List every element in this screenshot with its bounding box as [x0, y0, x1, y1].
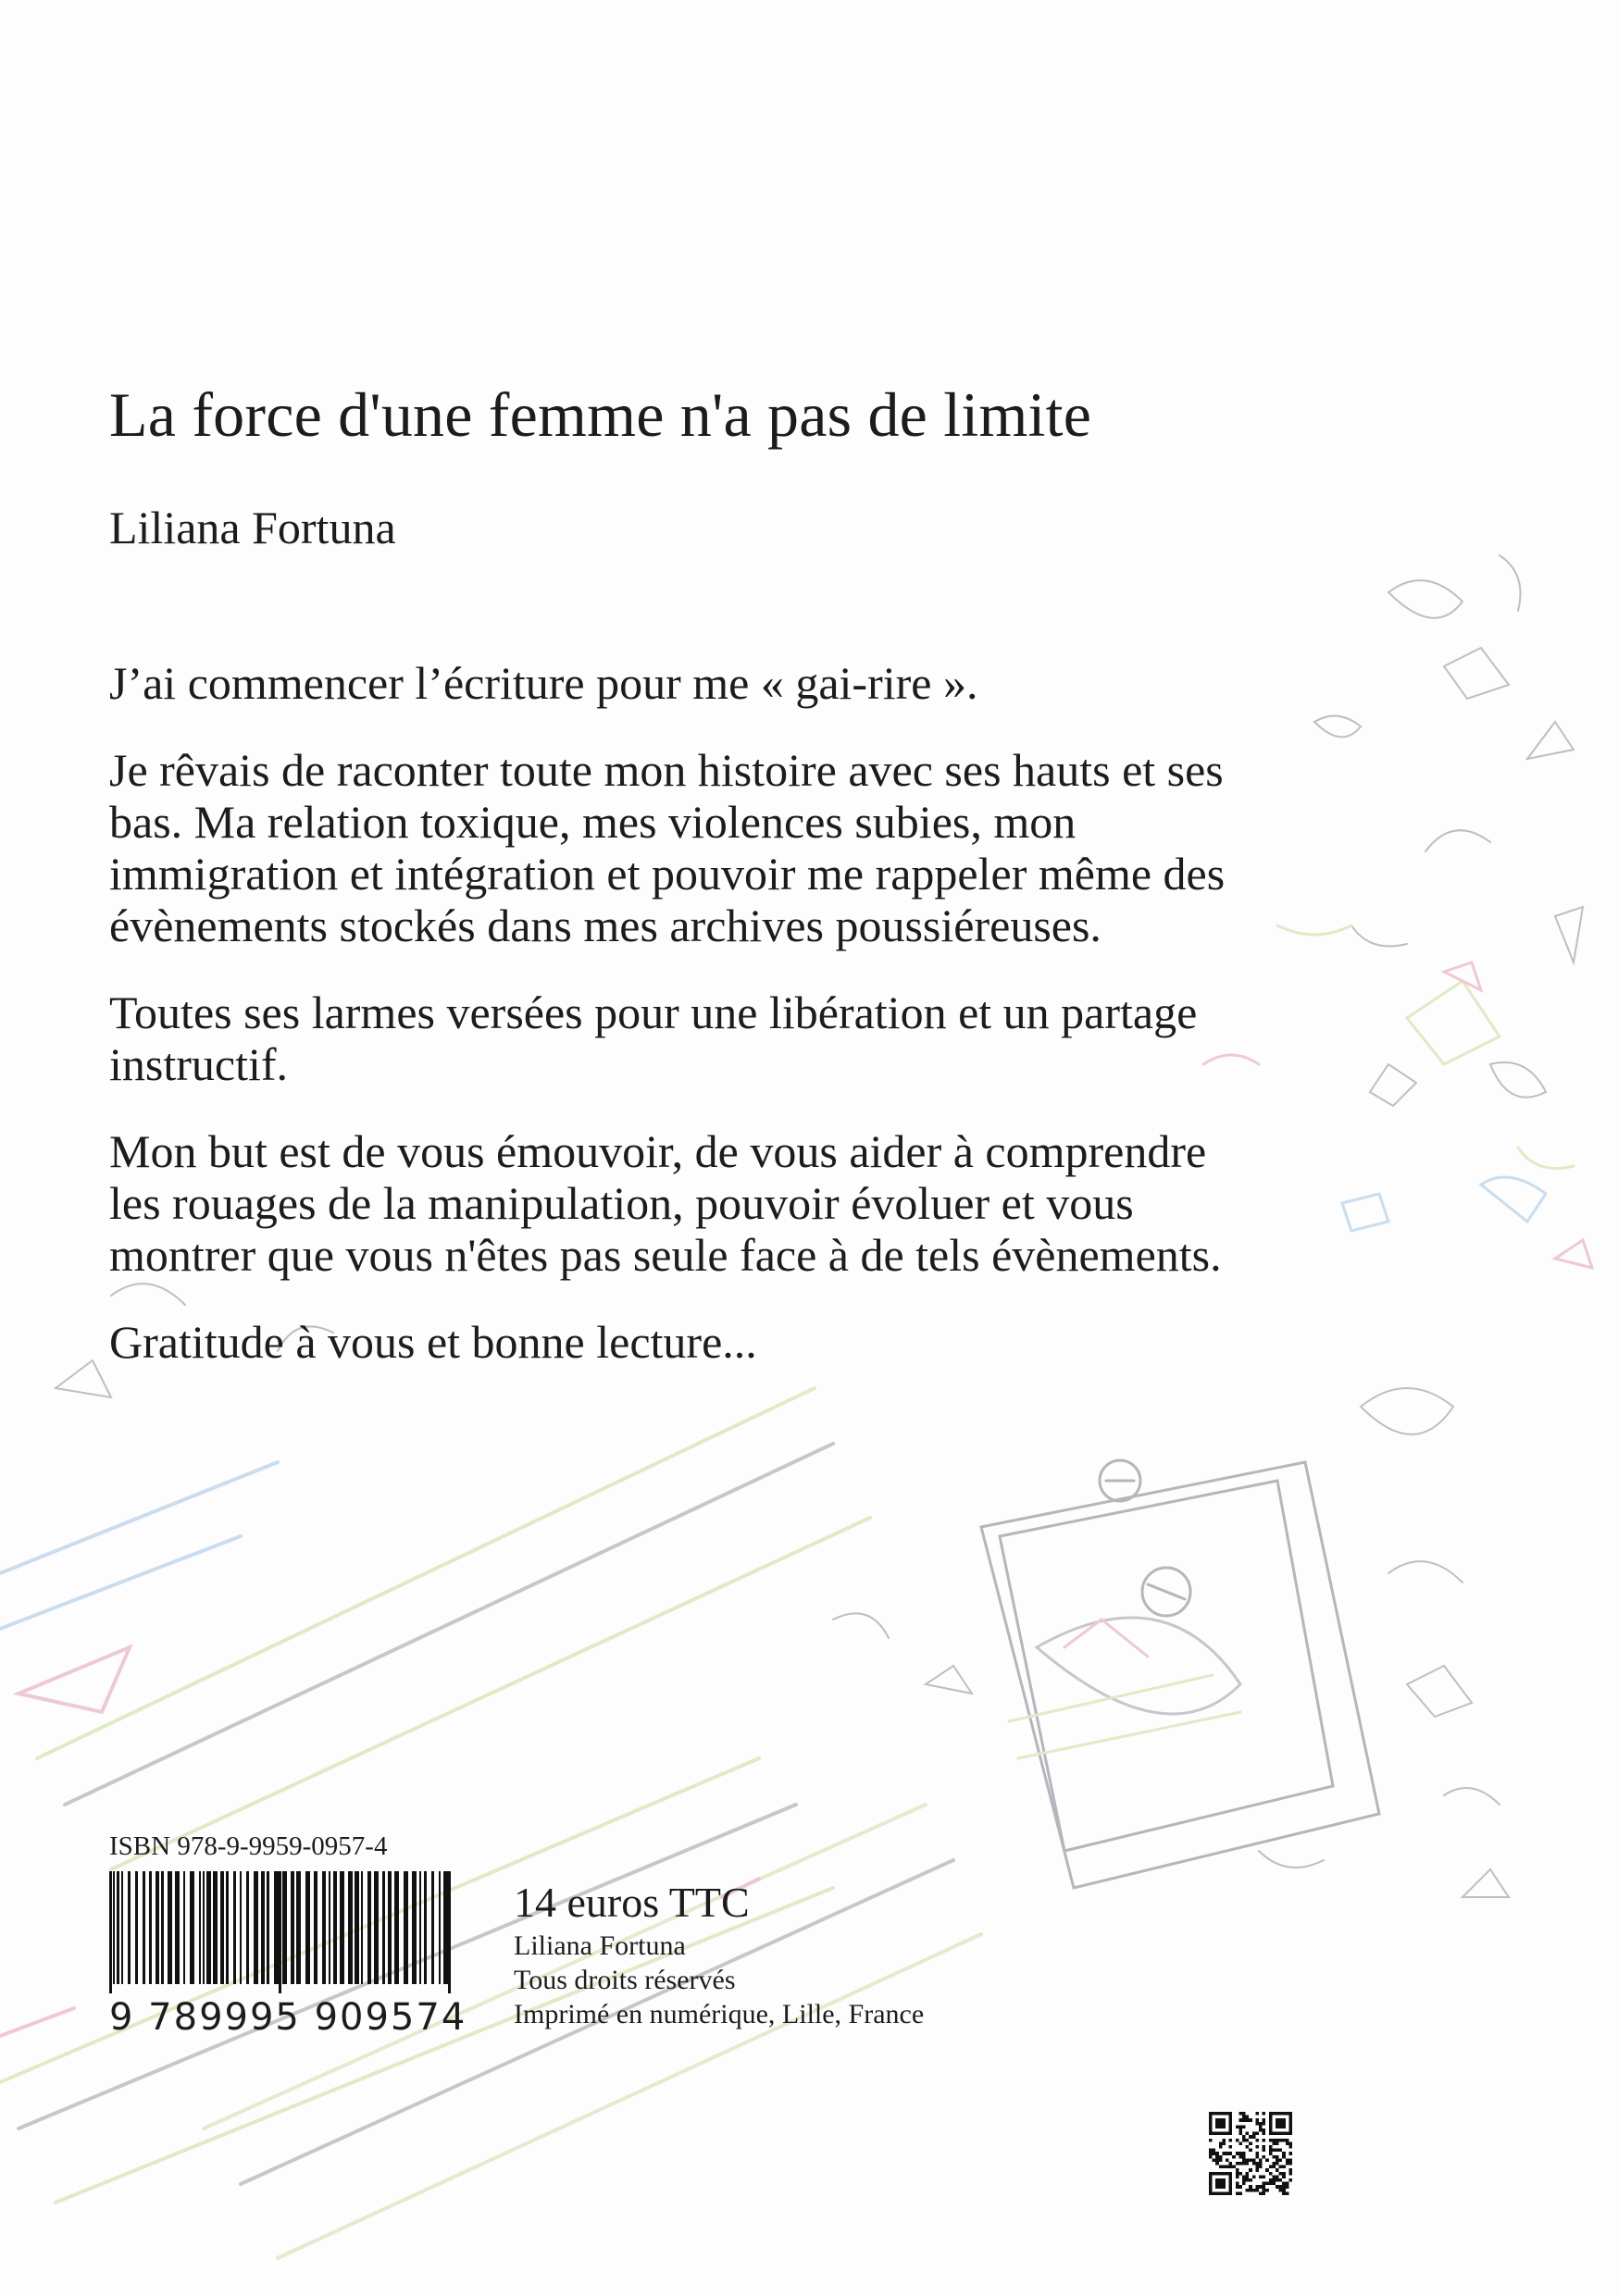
qr-module — [1213, 2158, 1216, 2162]
qr-module — [1255, 2145, 1259, 2149]
qr-module — [1246, 2118, 1250, 2122]
qr-module — [1219, 2141, 1223, 2145]
qr-module — [1236, 2182, 1239, 2186]
qr-module — [1252, 2132, 1256, 2136]
qr-module — [1213, 2149, 1216, 2153]
qr-module — [1276, 2168, 1279, 2172]
qr-module — [1276, 2162, 1279, 2166]
qr-finder — [1215, 2178, 1226, 2189]
qr-module — [1272, 2166, 1276, 2169]
qr-module — [1242, 2139, 1246, 2142]
qr-module — [1246, 2145, 1250, 2149]
qr-finder — [1215, 2118, 1226, 2128]
barcode-bar — [156, 1871, 159, 1984]
printing-info: Imprimé en numérique, Lille, France — [514, 1999, 925, 2029]
barcode-bar — [439, 1871, 441, 1984]
qr-module — [1269, 2149, 1273, 2153]
qr-module — [1246, 2162, 1250, 2166]
qr-module — [1286, 2182, 1289, 2186]
qr-module — [1259, 2125, 1263, 2128]
qr-module — [1226, 2152, 1229, 2155]
book-title: La force d'une femme n'a pas de limite — [109, 379, 1092, 450]
qr-module — [1276, 2175, 1279, 2178]
qr-module — [1279, 2139, 1283, 2142]
barcode-bar — [314, 1871, 317, 1984]
qr-module — [1282, 2191, 1286, 2195]
qr-module — [1209, 2139, 1213, 2142]
rights-notice: Tous droits réservés — [514, 1965, 736, 1995]
barcode-bar — [161, 1871, 164, 1984]
qr-code-icon — [1209, 2112, 1292, 2195]
qr-module — [1242, 2112, 1246, 2116]
qr-module — [1255, 2122, 1259, 2126]
qr-module — [1263, 2175, 1266, 2178]
barcode-bar — [394, 1871, 399, 1984]
qr-module — [1236, 2152, 1239, 2155]
qr-module — [1259, 2191, 1263, 2195]
qr-module — [1226, 2166, 1229, 2169]
qr-module — [1219, 2166, 1223, 2169]
imprint-block — [514, 1877, 924, 2031]
barcode-bar — [361, 1871, 363, 1984]
qr-module — [1279, 2189, 1283, 2192]
qr-module — [1282, 2175, 1286, 2178]
blurb-paragraph: Mon but est de vous émouvoir, de vous aider à comprendre les rouages de la manipulation, pouvoir évoluer et vous montrer que vous n'êtes pas seule face à de tels évènements. — [109, 1125, 1222, 1281]
qr-module — [1282, 2152, 1286, 2155]
imprint-author: Liliana Fortuna — [514, 1930, 686, 1961]
qr-module — [1255, 2166, 1259, 2169]
qr-module — [1286, 2185, 1289, 2189]
qr-module — [1238, 2118, 1242, 2122]
qr-module — [1269, 2139, 1273, 2142]
barcode-bar — [206, 1871, 211, 1984]
qr-module — [1242, 2125, 1246, 2128]
barcode-bar — [443, 1871, 448, 1984]
qr-module — [1255, 2162, 1259, 2166]
barcode-bar — [296, 1871, 301, 1984]
qr-module — [1219, 2155, 1223, 2159]
barcode-bar — [367, 1871, 371, 1984]
qr-module — [1263, 2112, 1266, 2116]
qr-module — [1229, 2145, 1233, 2149]
qr-module — [1229, 2166, 1233, 2169]
qr-module — [1255, 2132, 1259, 2136]
qr-module — [1282, 2189, 1286, 2192]
qr-module — [1238, 2162, 1242, 2166]
qr-module — [1246, 2189, 1250, 2192]
qr-module — [1242, 2182, 1246, 2186]
qr-module — [1236, 2172, 1239, 2176]
qr-module — [1263, 2145, 1266, 2149]
barcode-bar — [117, 1871, 119, 1984]
qr-module — [1276, 2158, 1279, 2162]
qr-module — [1246, 2172, 1250, 2176]
barcode-bar — [149, 1871, 152, 1984]
qr-module — [1236, 2185, 1239, 2189]
qr-module — [1272, 2162, 1276, 2166]
barcode-bar — [168, 1871, 172, 1984]
barcode-bar — [220, 1871, 224, 1984]
qr-module — [1263, 2149, 1266, 2153]
barcode-bar — [128, 1871, 131, 1984]
qr-module — [1263, 2128, 1266, 2132]
barcode-bar — [183, 1871, 185, 1984]
qr-module — [1269, 2172, 1273, 2176]
barcode-bar — [291, 1871, 294, 1984]
qr-module — [1263, 2185, 1266, 2189]
qr-module — [1242, 2116, 1246, 2119]
qr-module — [1263, 2182, 1266, 2186]
qr-module — [1246, 2139, 1250, 2142]
qr-module — [1242, 2118, 1246, 2122]
qr-module — [1236, 2125, 1239, 2128]
barcode-guard — [448, 1871, 451, 1993]
qr-module — [1272, 2182, 1276, 2186]
qr-module — [1279, 2158, 1283, 2162]
qr-module — [1252, 2189, 1256, 2192]
qr-module — [1272, 2149, 1276, 2153]
barcode-bar — [261, 1871, 265, 1984]
barcode-bar — [246, 1871, 249, 1984]
qr-module — [1249, 2141, 1252, 2145]
barcode-bar — [121, 1871, 123, 1984]
qr-module — [1222, 2141, 1226, 2145]
qr-module — [1259, 2128, 1263, 2132]
qr-module — [1238, 2128, 1242, 2132]
qr-module — [1226, 2158, 1229, 2162]
qr-module — [1255, 2189, 1259, 2192]
barcode-bar — [213, 1871, 218, 1984]
qr-module — [1286, 2139, 1289, 2142]
qr-module — [1249, 2149, 1252, 2153]
qr-module — [1249, 2118, 1252, 2122]
qr-module — [1282, 2139, 1286, 2142]
barcode-bar — [113, 1871, 115, 1984]
qr-module — [1249, 2168, 1252, 2172]
qr-module — [1263, 2122, 1266, 2126]
qr-module — [1263, 2139, 1266, 2142]
qr-module — [1259, 2175, 1263, 2178]
qr-module — [1242, 2158, 1246, 2162]
qr-module — [1272, 2155, 1276, 2159]
qr-module — [1282, 2185, 1286, 2189]
barcode-guard — [109, 1871, 112, 1993]
qr-module — [1242, 2175, 1246, 2178]
barcode-bar — [203, 1871, 205, 1984]
qr-module — [1255, 2118, 1259, 2122]
qr-module — [1242, 2178, 1246, 2182]
qr-module — [1215, 2162, 1219, 2166]
barcode-bar — [226, 1871, 229, 1984]
qr-module — [1272, 2139, 1276, 2142]
qr-module — [1246, 2132, 1250, 2136]
qr-module — [1265, 2168, 1269, 2172]
qr-module — [1255, 2155, 1259, 2159]
qr-module — [1279, 2149, 1283, 2153]
qr-module — [1238, 2191, 1242, 2195]
qr-module — [1255, 2112, 1259, 2116]
qr-module — [1265, 2182, 1269, 2186]
qr-module — [1269, 2182, 1273, 2186]
qr-module — [1282, 2166, 1286, 2169]
qr-module — [1252, 2135, 1256, 2139]
qr-module — [1286, 2162, 1289, 2166]
qr-module — [1282, 2155, 1286, 2159]
qr-module — [1209, 2152, 1213, 2155]
qr-module — [1263, 2132, 1266, 2136]
barcode-bar — [419, 1871, 421, 1984]
qr-module — [1276, 2155, 1279, 2159]
barcode-bar — [329, 1871, 330, 1984]
qr-module — [1279, 2185, 1283, 2189]
qr-module — [1215, 2152, 1219, 2155]
qr-module — [1263, 2191, 1266, 2195]
barcode-bar — [412, 1871, 417, 1984]
barcode-bar — [305, 1871, 310, 1984]
qr-finder — [1276, 2118, 1286, 2128]
pencil-shavings-top — [1314, 555, 1583, 1106]
qr-module — [1276, 2185, 1279, 2189]
blurb-paragraph: Toutes ses larmes versées pour une libération et un partage instructif. — [109, 987, 1198, 1090]
qr-module — [1288, 2168, 1292, 2172]
qr-module — [1255, 2139, 1259, 2142]
qr-module — [1229, 2152, 1233, 2155]
blurb-paragraph: J’ai commencer l’écriture pour me « gai-rire ». — [109, 657, 978, 709]
barcode-bar — [190, 1871, 194, 1984]
barcode-bar — [404, 1871, 408, 1984]
qr-module — [1219, 2158, 1223, 2162]
qr-module — [1276, 2178, 1279, 2182]
qr-module — [1213, 2152, 1216, 2155]
qr-module — [1222, 2152, 1226, 2155]
qr-module — [1265, 2158, 1269, 2162]
qr-module — [1265, 2189, 1269, 2192]
barcode-bar — [282, 1871, 287, 1984]
qr-module — [1259, 2162, 1263, 2166]
qr-module — [1272, 2175, 1276, 2178]
qr-module — [1246, 2158, 1250, 2162]
qr-module — [1263, 2118, 1266, 2122]
barcode-bar — [267, 1871, 269, 1984]
qr-module — [1249, 2135, 1252, 2139]
sharpener-sketch — [981, 1460, 1379, 1888]
qr-module — [1236, 2139, 1239, 2142]
qr-module — [1276, 2149, 1279, 2153]
price-label: 14 euros TTC — [514, 1879, 750, 1926]
barcode-bar — [199, 1871, 201, 1984]
qr-module — [1232, 2166, 1236, 2169]
qr-module — [1249, 2178, 1252, 2182]
qr-module — [1288, 2141, 1292, 2145]
barcode-bar — [135, 1871, 138, 1984]
qr-module — [1263, 2189, 1266, 2192]
blurb-paragraph: Gratitude à vous et bonne lecture... — [109, 1316, 757, 1368]
qr-module — [1288, 2178, 1292, 2182]
barcode-bar — [355, 1871, 359, 1984]
barcode-icon — [109, 1871, 452, 1993]
qr-module — [1279, 2172, 1283, 2176]
book-author: Liliana Fortuna — [109, 502, 396, 553]
barcode-bar — [274, 1871, 279, 1984]
qr-module — [1282, 2172, 1286, 2176]
barcode-bar — [424, 1871, 427, 1984]
qr-module — [1238, 2185, 1242, 2189]
qr-module — [1209, 2149, 1213, 2153]
qr-module — [1238, 2112, 1242, 2116]
barcode-bar — [240, 1871, 242, 1984]
qr-module — [1259, 2122, 1263, 2126]
qr-module — [1249, 2189, 1252, 2192]
barcode-bar — [175, 1871, 180, 1984]
qr-module — [1279, 2178, 1283, 2182]
barcode-bar — [254, 1871, 258, 1984]
qr-module — [1242, 2162, 1246, 2166]
qr-module — [1236, 2191, 1239, 2195]
qr-module — [1238, 2155, 1242, 2159]
qr-module — [1238, 2141, 1242, 2145]
qr-module — [1288, 2145, 1292, 2149]
qr-module — [1252, 2175, 1256, 2178]
isbn-label: ISBN 978-9-9959-0957-4 — [109, 1831, 388, 1861]
qr-module — [1246, 2116, 1250, 2119]
qr-module — [1288, 2162, 1292, 2166]
qr-module — [1269, 2166, 1273, 2169]
qr-module — [1259, 2158, 1263, 2162]
qr-module — [1263, 2155, 1266, 2159]
barcode-bar — [322, 1871, 326, 1984]
qr-module — [1288, 2158, 1292, 2162]
qr-module — [1222, 2166, 1226, 2169]
qr-module — [1252, 2158, 1256, 2162]
barcode-bar — [374, 1871, 379, 1984]
qr-module — [1209, 2155, 1213, 2159]
qr-module — [1236, 2162, 1239, 2166]
qr-module — [1236, 2168, 1239, 2172]
qr-module — [1236, 2175, 1239, 2178]
qr-module — [1229, 2139, 1233, 2142]
qr-module — [1286, 2141, 1289, 2145]
qr-module — [1238, 2172, 1242, 2176]
qr-module — [1272, 2178, 1276, 2182]
barcode-bar — [348, 1871, 353, 1984]
pencils-sketch — [0, 1388, 981, 2258]
qr-module — [1269, 2152, 1273, 2155]
qr-module — [1238, 2125, 1242, 2128]
qr-module — [1259, 2185, 1263, 2189]
qr-module — [1269, 2145, 1273, 2149]
qr-module — [1276, 2139, 1279, 2142]
blurb-paragraph: Je rêvais de raconter toute mon histoire avec ses hauts et ses bas. Ma relation toxique, mes violences subies, mon immigration et intégration et pouvoir me rappeler même des évènements stockés dans mes archives poussiéreuses. — [109, 744, 1226, 951]
qr-module — [1229, 2162, 1233, 2166]
qr-module — [1288, 2152, 1292, 2155]
qr-module — [1246, 2178, 1250, 2182]
barcode-bar — [431, 1871, 434, 1984]
barcode-bar — [333, 1871, 337, 1984]
qr-module — [1249, 2185, 1252, 2189]
barcode-guard — [279, 1871, 281, 1993]
barcode-bar — [233, 1871, 236, 1984]
qr-module — [1232, 2155, 1236, 2159]
qr-module — [1215, 2158, 1219, 2162]
qr-module — [1255, 2185, 1259, 2189]
qr-module — [1246, 2175, 1250, 2178]
back-cover-blurb — [109, 657, 1257, 1403]
qr-module — [1282, 2182, 1286, 2186]
qr-module — [1252, 2162, 1256, 2166]
barcode-digits: 9 789995 909574 — [109, 1996, 467, 2039]
qr-module — [1242, 2135, 1246, 2139]
qr-module — [1238, 2132, 1242, 2136]
qr-module — [1276, 2141, 1279, 2145]
qr-module — [1255, 2152, 1259, 2155]
qr-module — [1255, 2168, 1259, 2172]
qr-module — [1222, 2139, 1226, 2142]
qr-module — [1242, 2152, 1246, 2155]
barcode-bar — [382, 1871, 385, 1984]
qr-module — [1272, 2141, 1276, 2145]
qr-module — [1279, 2166, 1283, 2169]
qr-module — [1242, 2155, 1246, 2159]
qr-module — [1286, 2158, 1289, 2162]
qr-module — [1249, 2158, 1252, 2162]
qr-module — [1215, 2155, 1219, 2159]
qr-module — [1259, 2166, 1263, 2169]
qr-module — [1219, 2145, 1223, 2149]
qr-module — [1288, 2172, 1292, 2176]
qr-module — [1238, 2152, 1242, 2155]
barcode-bar — [340, 1871, 344, 1984]
barcode-bar — [388, 1871, 392, 1984]
barcode-bar — [143, 1871, 145, 1984]
qr-module — [1269, 2178, 1273, 2182]
qr-module — [1286, 2191, 1289, 2195]
